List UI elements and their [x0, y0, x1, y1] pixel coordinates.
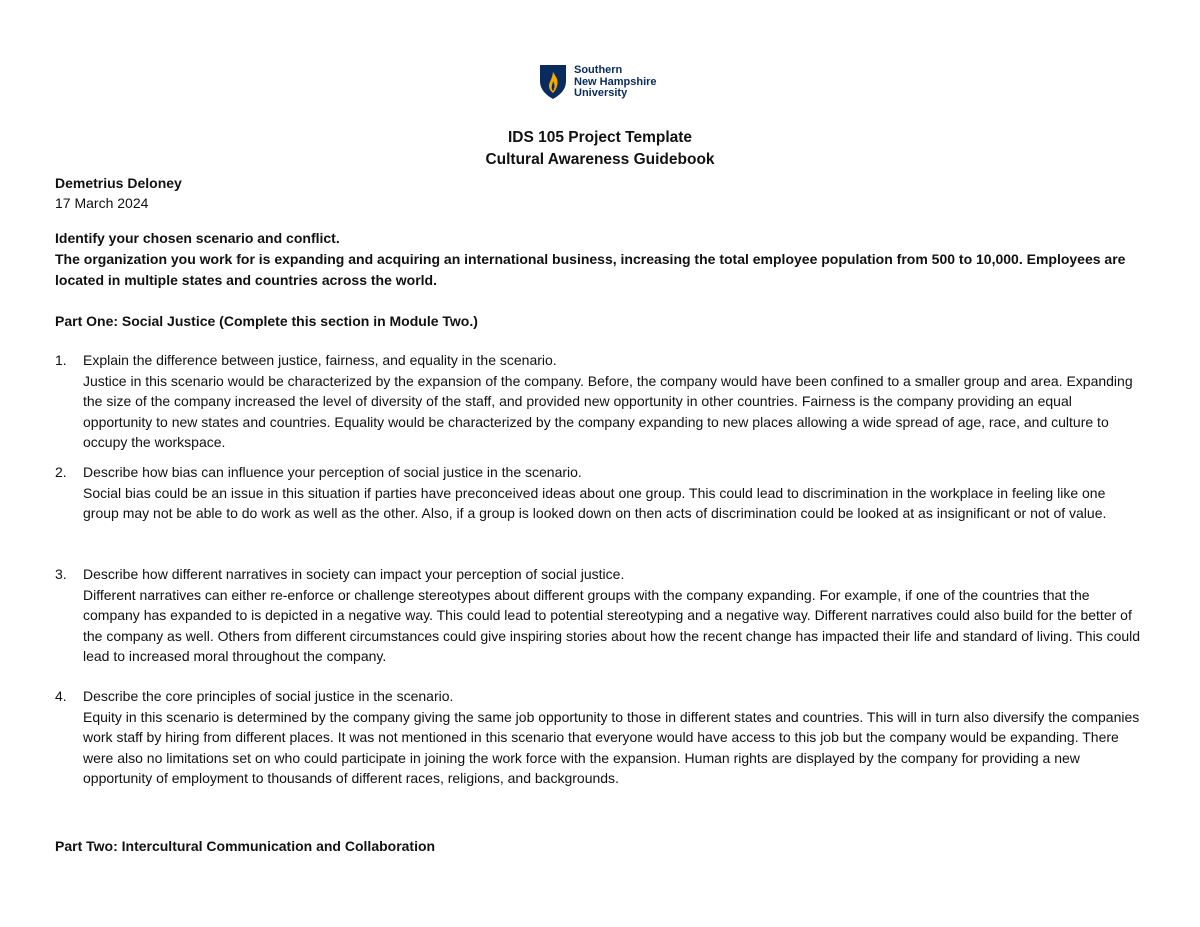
university-logo	[539, 64, 657, 100]
author-name: Demetrius Deloney	[55, 175, 182, 191]
document-date: 17 March 2024	[55, 195, 149, 211]
list-item-number: 2.	[55, 464, 67, 480]
shield-flame-icon	[539, 64, 567, 100]
logo-line-3: University	[574, 87, 628, 99]
list-item-number: 4.	[55, 688, 67, 704]
document-title	[0, 127, 1200, 171]
title-line-1: IDS 105 Project Template	[507, 129, 693, 146]
logo-line-1: Southern	[574, 64, 623, 76]
list-item	[55, 350, 1145, 453]
part-one-heading: Part One: Social Justice (Complete this section in Module Two.)	[55, 313, 478, 329]
list-item-answer: Different narratives can either re-enforce or challenge stereotypes about different groups with the company expanding. For example, if one of the countries that the company has expanded to is depicted in a negative way. This could lead to potential stereotyping and a negative way. Different narratives could also build for the better of the company as well. Others from different circumstances could give inspiring stories about how the recent change has impacted their life and standard of living. This could lead to increased moral throughout the company.	[83, 586, 1141, 664]
list-item-question: Describe how different narratives in society can impact your perception of social justice.	[83, 566, 625, 582]
list-item-number: 3.	[55, 566, 67, 582]
scenario-label: Identify your chosen scenario and conflict.	[55, 230, 340, 246]
list-item-answer: Equity in this scenario is determined by the company giving the same job opportunity to those in different states and countries. This will in turn also diversify the companies work staff by hiring from different places. It was not mentioned in this scenario that everyone would have access to this job but the company would be expanding. There were also no limitations set on who could participate in joining the work force with the expansion. Human rights are displayed by the company for providing a new opportunity of employment to thousands of different races, religions, and backgrounds.	[83, 708, 1140, 786]
list-item-number: 1.	[55, 352, 67, 368]
list-item-question: Describe how bias can influence your perception of social justice in the scenario.	[83, 464, 582, 480]
part-two-heading: Part Two: Intercultural Communication and Collaboration	[55, 838, 436, 854]
list-item-question: Explain the difference between justice, fairness, and equality in the scenario.	[83, 352, 557, 368]
list-item-answer: Social bias could be an issue in this situation if parties have preconceived ideas about one group. This could lead to discrimination in the workplace in feeling like one group may not be able to do work as well as the other. Also, if a group is looked down on then acts of discrimination could be looked at as insignificant or not of value.	[83, 484, 1107, 521]
list-item	[55, 564, 1145, 667]
list-item-question: Describe the core principles of social justice in the scenario.	[83, 688, 454, 704]
list-item	[55, 686, 1145, 789]
list-item-answer: Justice in this scenario would be characterized by the expansion of the company. Before, the company would have been confined to a smaller group and area. Expanding the size of the company increased the level of diversity of the staff, and provided new opportunity in other countries. Fairness is the company providing an equal opportunity to new states and countries. Equality would be characterized by the company expanding to new places allowing a wide spread of age, race, and culture to occupy the workspace.	[83, 372, 1133, 450]
logo-line-2: New Hampshire	[574, 75, 657, 88]
list-item	[55, 462, 1145, 524]
title-line-2: Cultural Awareness Guidebook	[485, 151, 715, 168]
scenario-text: The organization you work for is expanding and acquiring an international business, increasing the total employee population from 500 to 10,000. Employees are located in multiple states and countries across the world.	[55, 251, 1126, 288]
logo-wordmark	[574, 65, 657, 100]
